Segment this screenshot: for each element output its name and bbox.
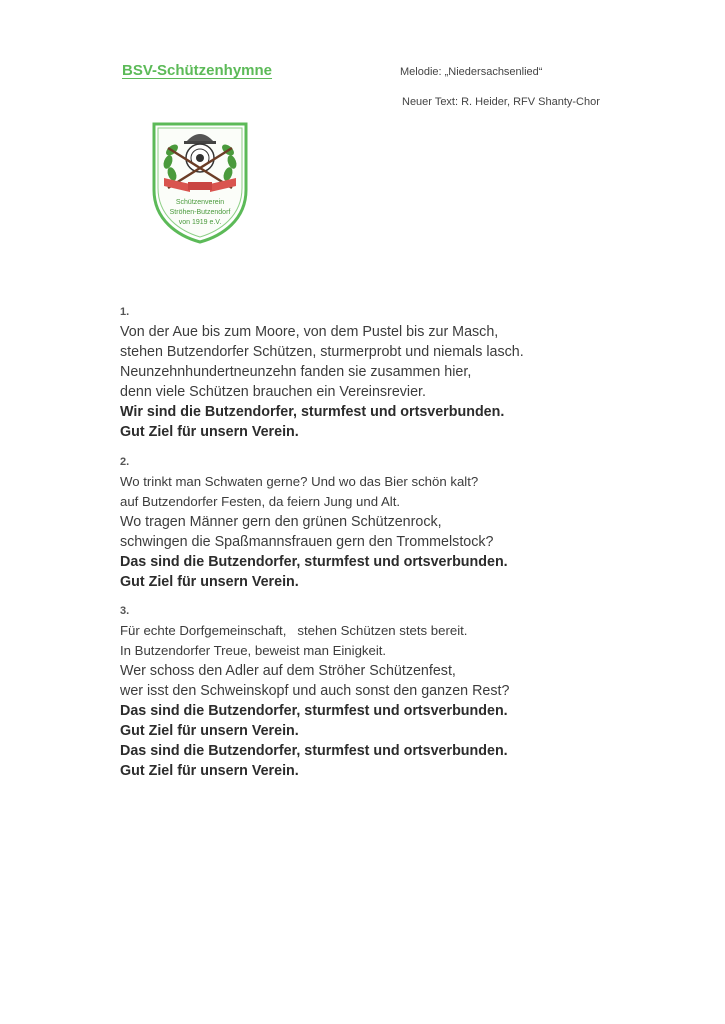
refrain-line: Gut Ziel für unsern Verein.: [120, 763, 299, 779]
verse-line: Wo tragen Männer gern den grünen Schützenrock,: [120, 514, 442, 530]
svg-text:Schützenverein: Schützenverein: [175, 199, 225, 206]
verse-line: schwingen die Spaßmannsfrauen gern den Trommelstock?: [120, 534, 494, 550]
refrain-line: Das sind die Butzendorfer, sturmfest und ortsverbunden.: [120, 703, 508, 719]
song-title: BSV-Schützenhymne: [122, 62, 273, 79]
verse-number: 1.: [120, 306, 130, 318]
verse-line: In Butzendorfer Treue, beweist man Einigkeit.: [120, 643, 387, 658]
svg-text:von 1919 e.V.: von 1919 e.V.: [178, 219, 222, 226]
verse-line: Für echte Dorfgemeinschaft, stehen Schützen stets bereit.: [120, 623, 468, 638]
verse-2: [120, 456, 508, 592]
verse-number: 2.: [120, 456, 130, 468]
refrain-line: Wir sind die Butzendorfer, sturmfest und ortsverbunden.: [120, 404, 505, 420]
verse-line: wer isst den Schweinskopf und auch sonst den ganzen Rest?: [120, 683, 510, 699]
verse-line: stehen Butzendorfer Schützen, sturmerprobt und niemals lasch.: [120, 344, 524, 360]
verse-line: Von der Aue bis zum Moore, von dem Pustel bis zur Masch,: [120, 324, 499, 340]
refrain-line: Das sind die Butzendorfer, sturmfest und ortsverbunden.: [120, 743, 508, 759]
refrain-line: Gut Ziel für unsern Verein.: [120, 424, 299, 440]
melody-note: Melodie: „Niedersachsenlied“: [400, 66, 543, 78]
svg-text:Ströhen-Butzendorf: Ströhen-Butzendorf: [169, 209, 231, 216]
refrain-line: Gut Ziel für unsern Verein.: [120, 574, 299, 590]
verse-line: Wo trinkt man Schwaten gerne? Und wo das Bier schön kalt?: [120, 474, 479, 489]
author-note: Neuer Text: R. Heider, RFV Shanty-Chor: [402, 96, 600, 108]
verse-line: Neunzehnhundertneunzehn fanden sie zusammen hier,: [120, 364, 472, 380]
verse-line: Wer schoss den Adler auf dem Ströher Schützenfest,: [120, 663, 456, 679]
verse-1: [120, 306, 524, 442]
verse-line: auf Butzendorfer Festen, da feiern Jung und Alt.: [120, 494, 401, 509]
verse-number: 3.: [120, 605, 130, 617]
club-crest-logo: [150, 120, 250, 244]
refrain-line: Das sind die Butzendorfer, sturmfest und ortsverbunden.: [120, 554, 508, 570]
verse-line: denn viele Schützen brauchen ein Vereinsrevier.: [120, 384, 426, 400]
refrain-line: Gut Ziel für unsern Verein.: [120, 723, 299, 739]
verse-3: [120, 605, 509, 781]
